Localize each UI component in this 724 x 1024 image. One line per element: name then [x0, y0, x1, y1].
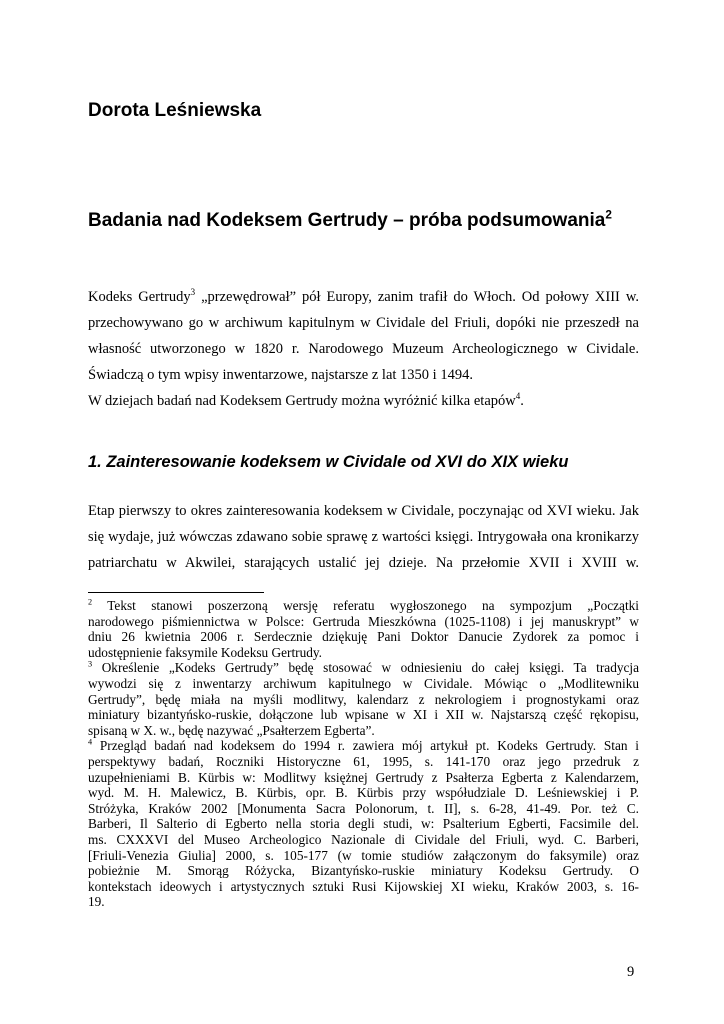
footnote-4-text: Przegląd badań nad kodeksem do 1994 r. zawiera mój artykuł pt. Kodeks Gertrudy. Stan i: [92, 738, 639, 754]
footnotes: [88, 598, 639, 910]
stages-line-b: .: [520, 393, 524, 409]
intro-paragraph: [88, 284, 639, 388]
section-1-heading: 1. Zainteresowanie kodeksem w Cividale od XVI do XIX wieku: [88, 453, 569, 471]
stages-line: [88, 388, 639, 414]
footnote-4-line: [Friuli-Venezia Giulia] 2000, s. 105-177 (w tomie studiów załączonym do faksymile) oraz: [88, 847, 639, 863]
footnote-4-line: uzupełnieniami B. Kürbis w: Modlitwy księżnej Gertrudy z Psałterza Egberta z Kalendarzem,: [88, 769, 639, 785]
footnote-3-line: [88, 660, 639, 676]
section-1-line-1: Etap pierwszy to okres zainteresowania kodeksem w Cividale, poczynając od XVI wieku. Jak: [88, 503, 639, 519]
stages-line-a: W dziejach badań nad Kodeksem Gertrudy można wyróżnić kilka etapów: [88, 393, 516, 409]
footnote-2: [88, 598, 639, 660]
article-title: [88, 210, 612, 232]
section-1-line-2: się wydaje, już wówczas zdawano sobie sprawę z wartości księgi. Intrygowała ona kronikarzy: [88, 529, 639, 545]
footnote-3-number: 3: [88, 659, 93, 669]
footnote-3-line: spisaną w X. w., będę nazywać „Psałterzem Egberta”.: [88, 722, 375, 738]
article-title-text: Badania nad Kodeksem Gertrudy – próba podsumowania: [88, 210, 606, 231]
section-1-paragraph: [88, 498, 639, 576]
author-name: Dorota Leśniewska: [88, 100, 262, 121]
page-number: 9: [627, 964, 635, 980]
intro-line-4: Świadczą o tym wpisy inwentarzowe, najstarsze z lat 1350 i 1494.: [88, 367, 473, 383]
intro-line-2: przechowywano go w archiwum kapitulnym w Cividale del Friuli, dopóki nie przeszedł na: [88, 315, 639, 331]
footnote-3-line: Gertrudy”, będę miała na myśli modlitwy, kalendarz z nekrologiem i prognostykami oraz: [88, 691, 639, 707]
footnote-4-line: perspektywy badań, Roczniki Historyczne 61, 1995, s. 141-170 oraz jego przedruk z: [88, 753, 639, 769]
footnote-2-line: udostępnienie faksymile Kodeksu Gertrudy.: [88, 644, 322, 660]
footnote-3-line: wywodzi się z inwentarzy archiwum kapitulnego w Cividale. Mówiąc o „Modlitewniku: [88, 675, 639, 691]
footnote-3: [88, 660, 639, 738]
footnote-4-number: 4: [88, 737, 93, 747]
footnote-ref-4[interactable]: 4: [515, 391, 521, 402]
footnote-4-line: [88, 738, 639, 754]
footnote-2-line: dniu 26 kwietnia 2006 r. Serdecznie dziękuję Pani Doktor Danucie Zydorek za pomoc i: [88, 629, 639, 645]
stages-paragraph: [88, 388, 639, 414]
intro-line-1-b: „przewędrował” pół Europy, zanim trafił do Włoch. Od połowy XIII w.: [195, 289, 639, 305]
footnote-separator: [88, 592, 264, 593]
footnote-4: [88, 738, 639, 910]
footnote-4-line: kontekstach ideowych i artystycznych sztuki Rusi Kijowskiej XI wieku, Kraków 2003, s. 16-: [88, 878, 639, 894]
footnote-2-text: Tekst stanowi poszerzoną wersję referatu wygłoszonego na sympozjum „Początki: [92, 598, 639, 613]
footnote-2-number: 2: [88, 597, 93, 607]
footnote-ref-3[interactable]: 3: [190, 287, 196, 298]
section-1-line-3: patriarchatu w Akwilei, starających ustalić jej dzieje. Na przełomie XVII i XVIII w.: [88, 555, 639, 571]
footnote-4-line: Barberi, Il Salterio di Egberto nella storia degli studi, w: Psalterium Egberti, Facsimile del.: [88, 816, 639, 832]
footnote-4-line: pobieżnie M. Smorąg Różycka, Bizantyńsko-ruskie miniatury Kodeksu Gertrudy. O: [88, 863, 639, 879]
intro-line-1: [88, 284, 639, 310]
footnote-4-line: wyd. M. H. Malewicz, B. Kürbis, opr. B. Kürbis przy współudziale D. Leśniewskiej i P.: [88, 785, 639, 801]
footnote-ref-2[interactable]: 2: [605, 208, 612, 222]
footnote-4-line: Stróżyka, Kraków 2002 [Monumenta Sacra Polonorum, t. II], s. 6-28, 41-49. Por. też C.: [88, 800, 639, 816]
footnote-2-line: narodowego piśmiennictwa w Polsce: Gertruda Mieszkówna (1025-1108) i jej manuskrypt” w: [88, 613, 639, 629]
footnote-4-line: 19.: [88, 894, 105, 910]
footnote-3-text: Określenie „Kodeks Gertrudy” będę stosować w odniesieniu do całej księgi. Ta tradycja: [92, 660, 639, 676]
footnote-3-line: miniatury bizantyńsko-ruskie, dołączone lub wpisane w XI i XII w. Najstarszą część rękopisu,: [88, 707, 639, 723]
footnote-2-line: [88, 598, 639, 614]
intro-line-3: własność utworzonego w 1820 r. Narodowego Muzeum Archeologicznego w Cividale.: [88, 341, 639, 357]
footnote-4-line: ms. CXXXVI del Museo Archeologico Nazionale di Cividale del Friuli, wyd. C. Barberi,: [88, 831, 639, 847]
intro-line-1-a: Kodeks Gertrudy: [88, 289, 191, 305]
